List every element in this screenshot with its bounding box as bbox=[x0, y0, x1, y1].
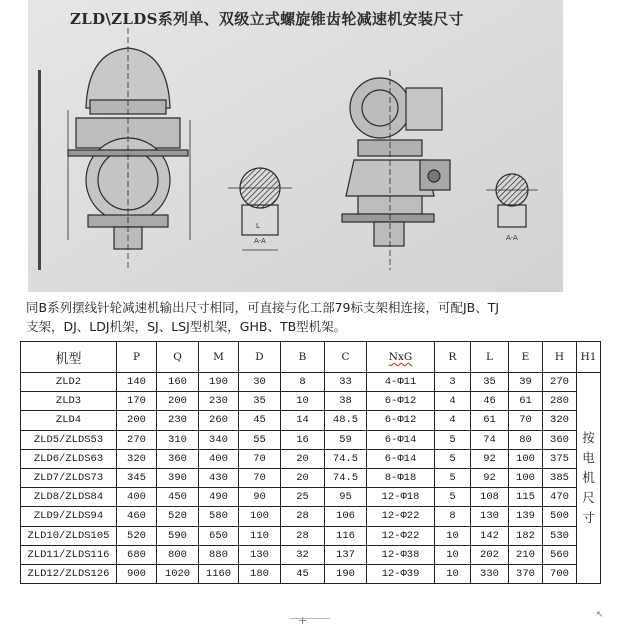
cell-nxg: 12-Φ18 bbox=[367, 488, 435, 507]
cell-b: 10 bbox=[281, 392, 325, 411]
cell-m: 230 bbox=[199, 392, 239, 411]
drawing-sketch bbox=[28, 0, 563, 292]
cell-d: 130 bbox=[239, 545, 281, 564]
cell-c: 95 bbox=[325, 488, 367, 507]
cell-l: 74 bbox=[471, 430, 509, 449]
cell-d: 55 bbox=[239, 430, 281, 449]
cell-h: 360 bbox=[543, 430, 577, 449]
table-row bbox=[21, 507, 601, 526]
cell-l: 46 bbox=[471, 392, 509, 411]
cell-p: 170 bbox=[117, 392, 157, 411]
section-label-left: A-A bbox=[254, 237, 266, 245]
cell-e: 115 bbox=[509, 488, 543, 507]
h1-note-char: 机 bbox=[582, 470, 595, 486]
cell-p: 520 bbox=[117, 526, 157, 545]
header-m: M bbox=[199, 342, 239, 373]
cell-q: 230 bbox=[157, 411, 199, 430]
cell-l: 92 bbox=[471, 468, 509, 487]
cell-c: 59 bbox=[325, 430, 367, 449]
cell-m: 400 bbox=[199, 449, 239, 468]
table-row bbox=[21, 449, 601, 468]
cell-d: 70 bbox=[239, 468, 281, 487]
cell-d: 90 bbox=[239, 488, 281, 507]
cell-p: 345 bbox=[117, 468, 157, 487]
cell-p: 270 bbox=[117, 430, 157, 449]
cell-h: 280 bbox=[543, 392, 577, 411]
note-line-2: 支架，DJ、LDJ机架，SJ、LSJ型机架，GHB、TB型机架。 bbox=[26, 319, 347, 334]
cell-e: 182 bbox=[509, 526, 543, 545]
table-row bbox=[21, 564, 601, 583]
cell-model: ZLD10/ZLDS105 bbox=[21, 526, 117, 545]
cell-b: 28 bbox=[281, 526, 325, 545]
h1-note-char: 按 bbox=[582, 430, 595, 446]
cell-e: 100 bbox=[509, 468, 543, 487]
cell-model: ZLD8/ZLDS84 bbox=[21, 488, 117, 507]
cell-c: 74.5 bbox=[325, 449, 367, 468]
note-line-1: 同B系列摆线针轮减速机输出尺寸相同，可直接与化工部79标支架相连接，可配JB、TJ bbox=[26, 300, 500, 315]
cell-q: 390 bbox=[157, 468, 199, 487]
cell-p: 680 bbox=[117, 545, 157, 564]
cell-b: 28 bbox=[281, 507, 325, 526]
table-row bbox=[21, 526, 601, 545]
cell-d: 70 bbox=[239, 449, 281, 468]
cell-m: 580 bbox=[199, 507, 239, 526]
cell-m: 430 bbox=[199, 468, 239, 487]
cell-p: 200 bbox=[117, 411, 157, 430]
cell-p: 900 bbox=[117, 564, 157, 583]
cell-c: 137 bbox=[325, 545, 367, 564]
cell-nxg: 12-Φ39 bbox=[367, 564, 435, 583]
installation-drawing-photo bbox=[28, 0, 563, 292]
cell-h: 470 bbox=[543, 488, 577, 507]
cell-b: 16 bbox=[281, 430, 325, 449]
cell-q: 200 bbox=[157, 392, 199, 411]
cell-h: 385 bbox=[543, 468, 577, 487]
cell-nxg: 6-Φ14 bbox=[367, 430, 435, 449]
table-row bbox=[21, 411, 601, 430]
header-c: C bbox=[325, 342, 367, 373]
cell-r: 3 bbox=[435, 373, 471, 392]
cell-l: 61 bbox=[471, 411, 509, 430]
cell-e: 80 bbox=[509, 430, 543, 449]
cell-m: 1160 bbox=[199, 564, 239, 583]
cell-c: 33 bbox=[325, 373, 367, 392]
cell-d: 110 bbox=[239, 526, 281, 545]
cell-h: 530 bbox=[543, 526, 577, 545]
cell-l: 142 bbox=[471, 526, 509, 545]
header-h: H bbox=[543, 342, 577, 373]
cell-r: 5 bbox=[435, 468, 471, 487]
cell-model: ZLD2 bbox=[21, 373, 117, 392]
h1-note-char: 尺 bbox=[582, 490, 595, 506]
cell-m: 650 bbox=[199, 526, 239, 545]
cell-h: 320 bbox=[543, 411, 577, 430]
cell-model: ZLD6/ZLDS63 bbox=[21, 449, 117, 468]
cell-c: 48.5 bbox=[325, 411, 367, 430]
cell-d: 30 bbox=[239, 373, 281, 392]
cell-nxg: 6-Φ12 bbox=[367, 411, 435, 430]
header-model: 机型 bbox=[21, 342, 117, 373]
cell-c: 190 bbox=[325, 564, 367, 583]
cell-h: 375 bbox=[543, 449, 577, 468]
cell-b: 20 bbox=[281, 449, 325, 468]
cell-l: 330 bbox=[471, 564, 509, 583]
cell-p: 400 bbox=[117, 488, 157, 507]
cell-q: 800 bbox=[157, 545, 199, 564]
cell-h: 270 bbox=[543, 373, 577, 392]
cell-r: 4 bbox=[435, 392, 471, 411]
h1-note-char: 寸 bbox=[582, 510, 595, 526]
header-l: L bbox=[471, 342, 509, 373]
cell-r: 10 bbox=[435, 545, 471, 564]
cell-b: 14 bbox=[281, 411, 325, 430]
cell-h: 700 bbox=[543, 564, 577, 583]
plus-icon: + bbox=[298, 614, 308, 627]
cell-nxg: 12-Φ38 bbox=[367, 545, 435, 564]
cell-q: 360 bbox=[157, 449, 199, 468]
cell-model: ZLD9/ZLDS94 bbox=[21, 507, 117, 526]
drawing-title: ZLD\ZLDS系列单、双级立式螺旋锥齿轮减速机安装尺寸 bbox=[70, 10, 464, 28]
cell-model: ZLD7/ZLDS73 bbox=[21, 468, 117, 487]
cell-m: 490 bbox=[199, 488, 239, 507]
cell-l: 92 bbox=[471, 449, 509, 468]
cell-q: 450 bbox=[157, 488, 199, 507]
header-d: D bbox=[239, 342, 281, 373]
cell-nxg: 8-Φ18 bbox=[367, 468, 435, 487]
cell-r: 5 bbox=[435, 430, 471, 449]
cell-m: 190 bbox=[199, 373, 239, 392]
header-q: Q bbox=[157, 342, 199, 373]
cell-l: 35 bbox=[471, 373, 509, 392]
cell-c: 106 bbox=[325, 507, 367, 526]
cell-r: 4 bbox=[435, 411, 471, 430]
cell-model: ZLD3 bbox=[21, 392, 117, 411]
cell-q: 310 bbox=[157, 430, 199, 449]
cell-q: 520 bbox=[157, 507, 199, 526]
cell-e: 100 bbox=[509, 449, 543, 468]
table-header-row bbox=[21, 342, 601, 373]
dimension-table bbox=[20, 341, 601, 584]
h1-note-char: 电 bbox=[582, 450, 595, 466]
cell-q: 160 bbox=[157, 373, 199, 392]
cell-m: 880 bbox=[199, 545, 239, 564]
cell-b: 32 bbox=[281, 545, 325, 564]
cell-d: 100 bbox=[239, 507, 281, 526]
cell-model: ZLD4 bbox=[21, 411, 117, 430]
cell-p: 460 bbox=[117, 507, 157, 526]
cell-c: 74.5 bbox=[325, 468, 367, 487]
cell-r: 5 bbox=[435, 488, 471, 507]
header-nxg: NxG bbox=[367, 342, 435, 373]
cell-r: 10 bbox=[435, 564, 471, 583]
cell-m: 340 bbox=[199, 430, 239, 449]
cell-e: 70 bbox=[509, 411, 543, 430]
cell-model: ZLD11/ZLDS116 bbox=[21, 545, 117, 564]
cell-h: 500 bbox=[543, 507, 577, 526]
cell-h1-note bbox=[577, 373, 601, 584]
cell-r: 5 bbox=[435, 449, 471, 468]
cell-c: 116 bbox=[325, 526, 367, 545]
cell-b: 45 bbox=[281, 564, 325, 583]
cell-r: 8 bbox=[435, 507, 471, 526]
header-h1: H1 bbox=[577, 342, 601, 373]
cell-p: 140 bbox=[117, 373, 157, 392]
cell-e: 139 bbox=[509, 507, 543, 526]
cell-e: 210 bbox=[509, 545, 543, 564]
cell-l: 202 bbox=[471, 545, 509, 564]
cell-r: 10 bbox=[435, 526, 471, 545]
cell-nxg: 6-Φ14 bbox=[367, 449, 435, 468]
cell-nxg: 6-Φ12 bbox=[367, 392, 435, 411]
header-e: E bbox=[509, 342, 543, 373]
section-label-right: A-A bbox=[506, 234, 518, 242]
cell-model: ZLD12/ZLDS126 bbox=[21, 564, 117, 583]
dim-label-l: L bbox=[256, 222, 260, 230]
cell-e: 61 bbox=[509, 392, 543, 411]
resize-corner-icon: ↖ bbox=[596, 610, 604, 620]
cell-nxg: 4-Φ11 bbox=[367, 373, 435, 392]
cell-nxg: 12-Φ22 bbox=[367, 507, 435, 526]
cell-model: ZLD5/ZLDS53 bbox=[21, 430, 117, 449]
table-row bbox=[21, 488, 601, 507]
cell-l: 108 bbox=[471, 488, 509, 507]
cell-m: 260 bbox=[199, 411, 239, 430]
cell-e: 370 bbox=[509, 564, 543, 583]
cell-q: 1020 bbox=[157, 564, 199, 583]
table-row bbox=[21, 468, 601, 487]
header-b: B bbox=[281, 342, 325, 373]
cell-d: 180 bbox=[239, 564, 281, 583]
table-row bbox=[21, 373, 601, 392]
cell-b: 20 bbox=[281, 468, 325, 487]
cell-d: 35 bbox=[239, 392, 281, 411]
cell-q: 590 bbox=[157, 526, 199, 545]
cell-p: 320 bbox=[117, 449, 157, 468]
compatibility-note bbox=[26, 298, 586, 336]
cell-c: 38 bbox=[325, 392, 367, 411]
cell-b: 8 bbox=[281, 373, 325, 392]
table-row bbox=[21, 392, 601, 411]
header-r: R bbox=[435, 342, 471, 373]
cell-d: 45 bbox=[239, 411, 281, 430]
header-p: P bbox=[117, 342, 157, 373]
table-row bbox=[21, 430, 601, 449]
cell-h: 560 bbox=[543, 545, 577, 564]
table-row bbox=[21, 545, 601, 564]
cell-b: 25 bbox=[281, 488, 325, 507]
cell-nxg: 12-Φ22 bbox=[367, 526, 435, 545]
cell-l: 130 bbox=[471, 507, 509, 526]
cell-e: 39 bbox=[509, 373, 543, 392]
